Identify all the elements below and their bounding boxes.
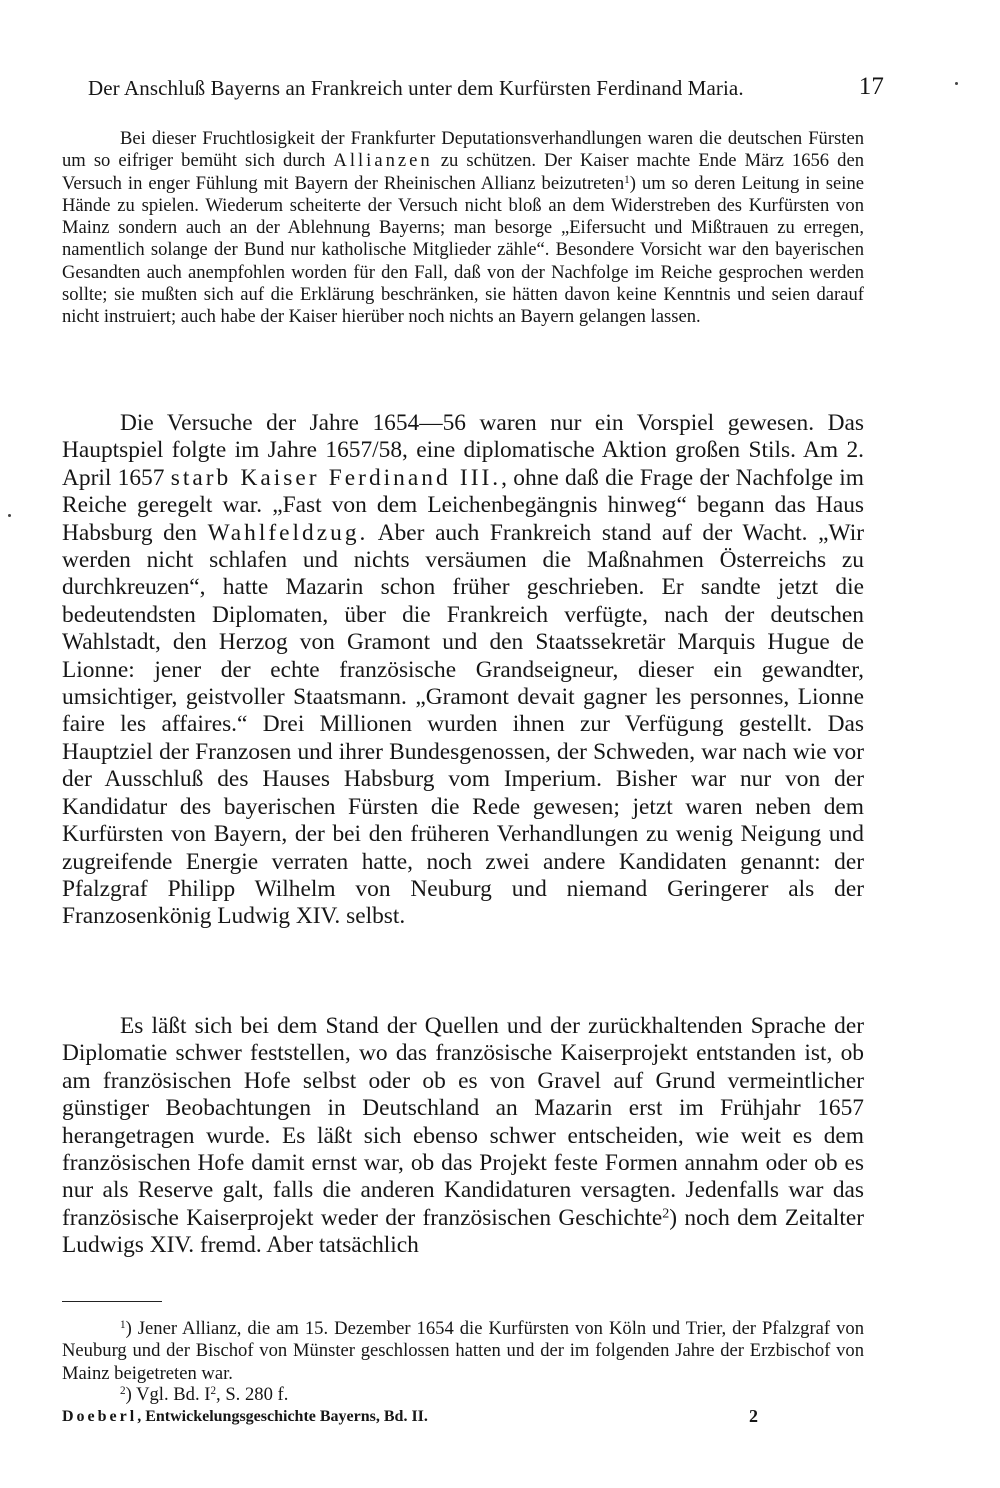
footnote-divider bbox=[62, 1301, 162, 1302]
footnote-mark: 1 bbox=[120, 1318, 126, 1331]
footnote-ref: 1 bbox=[624, 173, 630, 186]
text-run: Die Versuche der Jahre 1654—56 waren nur ein Vorspiel gewesen. Das Hauptspiel folgte im Jahre 1657/58, eine diplomatische Aktion großen Stils. Am 2. April 1657 bbox=[62, 410, 864, 491]
text-run: Bei dieser Fruchtlosigkeit der Frankfurter Deputationsverhandlungen waren die deutschen Fürsten um so eifriger bemüht sich durch bbox=[62, 128, 864, 172]
paragraph-main-1 bbox=[62, 410, 864, 931]
header-title: Der Anschluß Bayerns an Frankreich unter dem Kurfürsten Ferdinand Maria. bbox=[88, 76, 744, 100]
scan-speck bbox=[955, 82, 958, 85]
footer-author: Doeberl bbox=[62, 1408, 138, 1425]
footnote-1 bbox=[62, 1318, 864, 1385]
signature-line bbox=[62, 1408, 864, 1426]
spaced-emphasis: starb Kaiser Ferdinand III. bbox=[170, 464, 502, 491]
footnote-ref: 2 bbox=[662, 1205, 670, 1222]
footnote-text: ) Vgl. Bd. I bbox=[125, 1384, 211, 1405]
text-run: , ohne daß die Frage der Nachfolge im Reiche geregelt war. „Fast von dem Leichenbegängnis hinweg“ begann das Haus Habsburg den bbox=[62, 464, 864, 546]
text-run: ) noch dem Zeitalter Ludwigs XIV. fremd. Aber tatsächlich bbox=[62, 1204, 864, 1259]
footnote-mark: 2 bbox=[120, 1384, 126, 1397]
footnote-2 bbox=[62, 1384, 864, 1406]
page-number: 17 bbox=[858, 73, 884, 100]
text-run: ) um so deren Leitung in seine Hände zu spielen. Wiederum scheiterte der Versuch nicht bloß an dem Widerstreben des Kurfürsten von Mainz sondern auch an der Ablehnung Bayerns; man besorge „Eifersucht und Mißtrauen zu erregen, namentlich solange der Bund nur katholische Mitglieder zähle“. Besondere Vorsicht war den bayerischen Gesandten auch anempfohlen worden für den Fall, daß von der Nachfolge im Reiche gesprochen werden sollte; sie mußten sich auf die Erklärung beschränken, sie hätten davon keine Kenntnis und seien darauf nicht instruiert; auch habe der Kaiser hierüber noch nichts an Bayern gelangen lassen. bbox=[62, 172, 865, 328]
running-header bbox=[88, 73, 884, 101]
footnote-text: , S. 280 f. bbox=[216, 1384, 289, 1405]
footnote-text: ) Jener Allianz, die am 15. Dezember 1654 die Kurfürsten von Köln und Trier, der Pfalzgraf von Neuburg und der Bischof von Münster geschlossen hatten und der im folgenden Jahre der Erzbischof von Mainz beigetreten war. bbox=[62, 1318, 864, 1384]
signature-mark: 2 bbox=[749, 1406, 758, 1426]
text-run: Aber auch Frankreich stand auf der Wacht. „Wir werden nicht schlafen und nichts versäumen die Maßnahmen Österreichs zu durchkreuzen“, hatte Mazarin schon früher geschrieben. Er sandte jetzt die bedeutendsten Diplomaten, über die Frankreich verfügte, nach der deutschen Wahlstadt, den Herzog von Gramont und den Staatssekretär Marquis Hugue de Lionne: jener der echte französische Grandseigneur, dieser ein gewandter, umsichtiger, geistvoller Staatsmann. „Gramont devait gagner les personnes, Lionne faire les affaires.“ Drei Millionen wurden ihnen zur Verfügung gestellt. Das Hauptziel der Franzosen und ihrer Bundesgenossen, der Schweden, war nach wie vor der Ausschluß des Hauses Habsburg vom Imperium. Bisher war nur von der Kandidatur des bayerischen Fürsten die Rede gewesen; jetzt waren neben dem Kurfürsten von Bayern, der bei den früheren Verhandlungen zu wenig Neigung und zugreifende Energie verraten hatte, noch zwei andere Kandidaten genannt: der Pfalzgraf Philipp Wilhelm von Neuburg und niemand Geringerer als der Franzosenkönig Ludwig XIV. selbst. bbox=[62, 519, 864, 930]
spaced-emphasis: Allianzen bbox=[333, 150, 433, 172]
text-run: zu schützen. Der Kaiser machte Ende März 1656 den Versuch in enger Fühlung mit Bayern der Rheinischen Allianz beizutreten bbox=[62, 150, 864, 194]
text-run: Es läßt sich bei dem Stand der Quellen und der zurückhaltenden Sprache der Diplomatie schwer feststellen, wo das französische Kaiserprojekt entstanden ist, ob am französischen Hofe selbst oder ob es von Gravel auf Grund vermeintlicher günstiger Beobachtungen in Deutschland an Mazarin erst im Frühjahr 1657 herangetragen wurde. Es läßt sich ebenso schwer entscheiden, wie weit es dem französischen Hofe damit ernst war, ob das Projekt feste Formen annahm oder ob es nur als Reserve galt, falls die anderen Kandidaturen versagten. Jedenfalls war das französische Kaiserprojekt weder der französischen Geschichte bbox=[62, 1013, 864, 1231]
paragraph-main-2 bbox=[62, 1013, 864, 1260]
scan-speck bbox=[8, 514, 11, 517]
edition-superscript: 2 bbox=[210, 1384, 217, 1397]
footer-title: , Entwickelungsgeschichte Bayerns, Bd. II. bbox=[137, 1408, 428, 1425]
paragraph-small-print bbox=[62, 128, 864, 329]
spaced-emphasis: Wahlfeldzug. bbox=[207, 519, 369, 546]
